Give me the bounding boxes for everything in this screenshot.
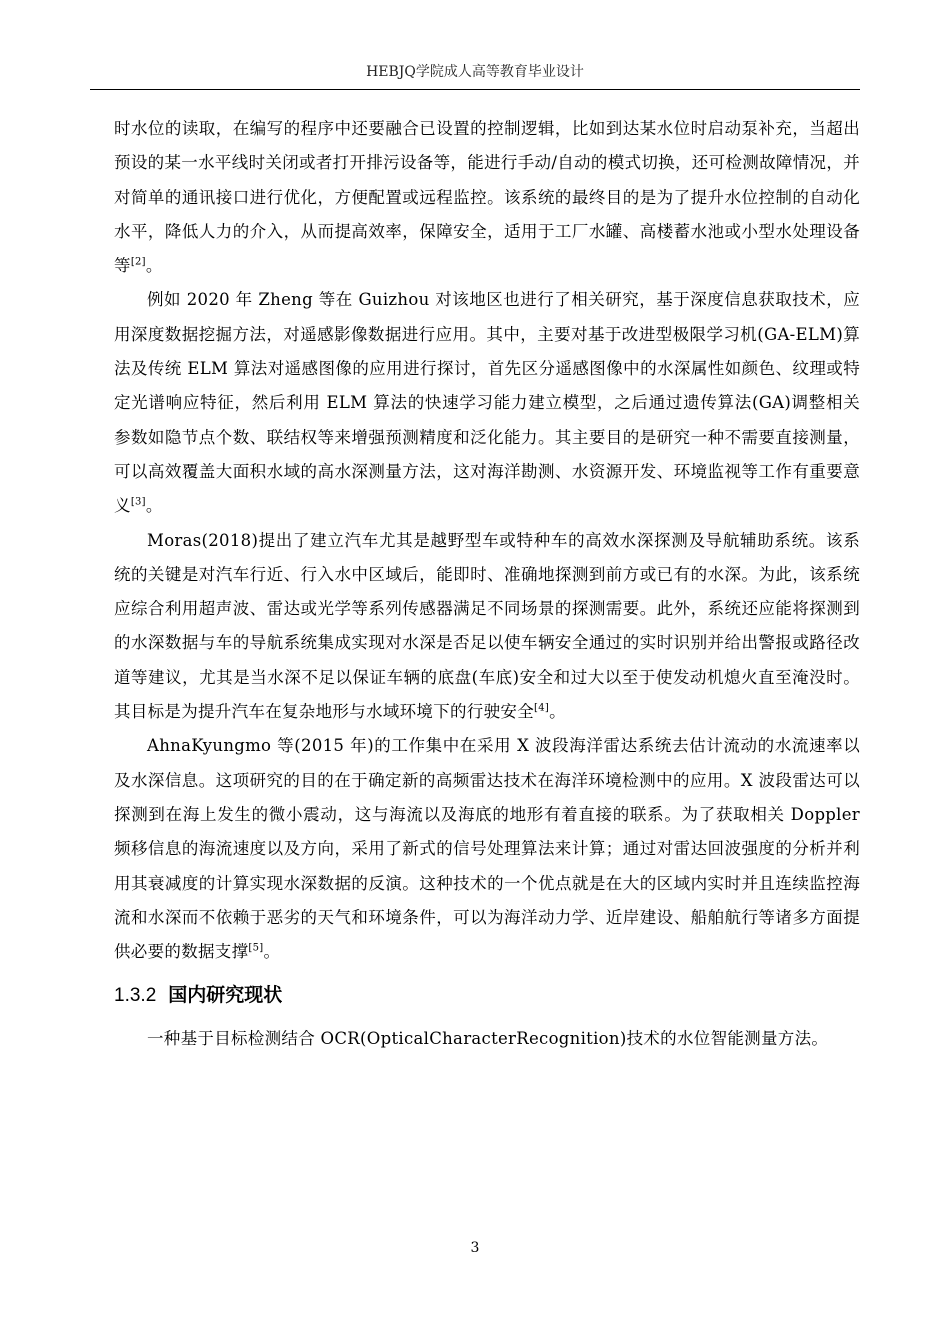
paragraph-text: Moras(2018)提出了建立汽车尤其是越野型车或特种车的高效水深探测及导航辅助系统。该系统的关键是对汽车行近、行入水中区域后，能即时、准确地探测到前方或已有的水深。为此，该系统应综合利用超声波、雷达或光学等系列传感器满足不同场景的探测需要。此外，系统还应能将探测到的水深数据与车的导航系统集成实现对水深是否足以使车辆安全通过的实时识别并给出警报或路径改道等建议，尤其是当水深不足以保证车辆的底盘(车底)安全和过大以至于使发动机熄火直至淹没时。其目标是为提升汽车在复杂地形与水域环境下的行驶安全 bbox=[114, 530, 860, 722]
paragraph-water-level-control bbox=[114, 112, 860, 283]
paragraph-end: 。 bbox=[145, 496, 163, 516]
page-header: HEBJQ学院成人高等教育毕业设计 bbox=[366, 64, 584, 80]
paragraph-ahna-radar bbox=[114, 729, 860, 969]
citation-ref: [4] bbox=[534, 702, 550, 714]
section-number: 1.3.2 bbox=[114, 985, 157, 1007]
paragraph-zheng-ga-elm bbox=[114, 283, 860, 523]
paragraph-text: AhnaKyungmo 等(2015 年)的工作集中在采用 X 波段海洋雷达系统去估计流动的水流速率以及水深信息。这项研究的目的在于确定新的高频雷达技术在海洋环境检测中的应用。X 波段雷达可以探测到在海上发生的微小震动，这与海流以及海底的地形有着直接的联系。为了获取相关 Doppler 频移信息的海流速度以及方向，采用了新式的信号处理算法来计算；通过对雷达回波强度的分析并利用其衰减度的计算实现水深数据的反演。这种技术的一个优点就是在大的区域内实时并且连续监控海流和水深而不依赖于恶劣的天气和环境条件，可以为海洋动力学、近岸建设、船舶航行等诸多方面提供必要的数据支撑 bbox=[114, 736, 860, 962]
page-number: 3 bbox=[470, 1240, 480, 1256]
paragraph-moras-vehicle bbox=[114, 524, 860, 730]
header-rule bbox=[90, 89, 860, 90]
paragraph-end: 。 bbox=[549, 702, 566, 722]
paragraph-ocr-method bbox=[114, 1022, 860, 1056]
paragraph-text: 一种基于目标检测结合 OCR(OpticalCharacterRecognition)技术的水位智能测量方法。 bbox=[147, 1029, 829, 1049]
section-heading bbox=[114, 969, 860, 1022]
section-title: 国内研究现状 bbox=[168, 984, 283, 1007]
paragraph-end: 。 bbox=[145, 256, 163, 276]
citation-ref: [2] bbox=[130, 256, 146, 268]
paragraph-text: 时水位的读取，在编写的程序中还要融合已设置的控制逻辑，比如到达某水位时启动泵补充，当超出预设的某一水平线时关闭或者打开排污设备等，能进行手动/自动的模式切换，还可检测故障情况，并对简单的通讯接口进行优化，方便配置或远程监控。该系统的最终目的是为了提升水位控制的自动化水平，降低人力的介入，从而提高效率，保障安全，适用于工厂水罐、高楼蓄水池或小型水处理设备等 bbox=[114, 119, 860, 276]
paragraph-text: 例如 2020 年 Zheng 等在 Guizhou 对该地区也进行了相关研究，基于深度信息获取技术，应用深度数据挖掘方法，对遥感影像数据进行应用。其中，主要对基于改进型极限学习机(GA-ELM)算法及传统 ELM 算法对遥感图像的应用进行探讨，首先区分遥感图像中的水深属性如颜色、纹理或特定光谱响应特征，然后利用 ELM 算法的快速学习能力建立模型，之后通过遗传算法(GA)调整相关参数如隐节点个数、联结权等来增强预测精度和泛化能力。其主要目的是研究一种不需要直接测量，可以高效覆盖大面积水域的高水深测量方法，这对海洋勘测、水资源开发、环境监视等工作有重要意义 bbox=[114, 290, 860, 516]
paragraph-end: 。 bbox=[263, 942, 281, 962]
citation-ref: [5] bbox=[248, 942, 264, 954]
citation-ref: [3] bbox=[130, 496, 146, 508]
page-content bbox=[114, 112, 860, 1057]
